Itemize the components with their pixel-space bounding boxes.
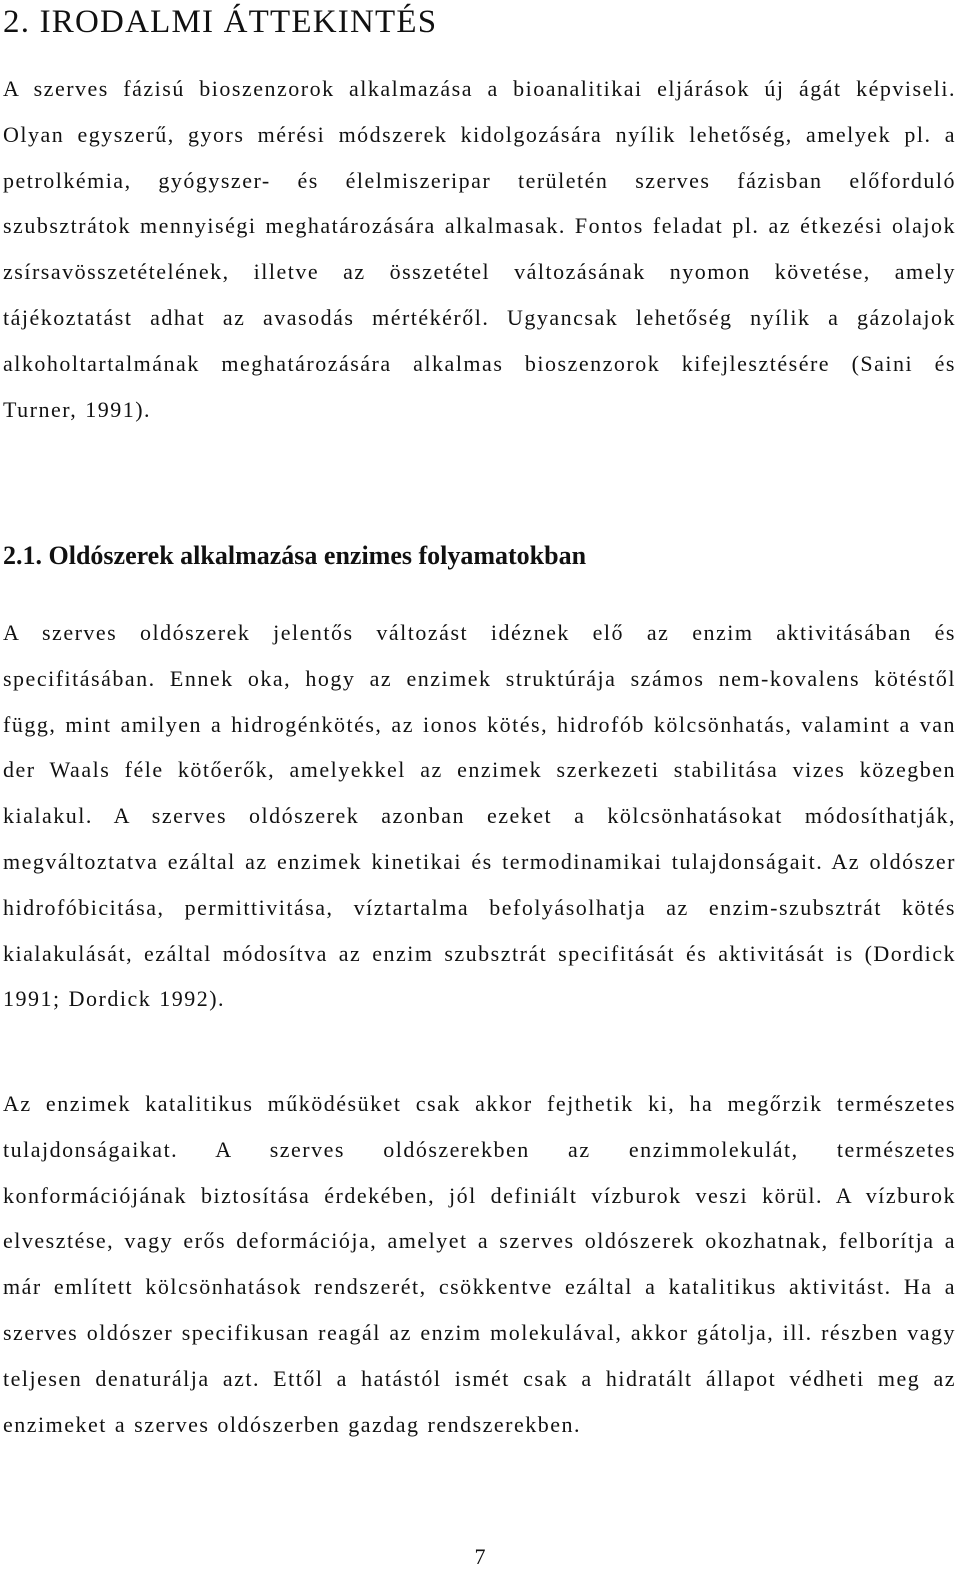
intro-paragraph: A szerves fázisú bioszenzorok alkalmazása a bioanalitikai eljárások új ágát képviseli. Olyan egyszerű, gyors mérési módszerek kidolgozására nyílik lehetőség, amelyek pl. a petrolkémia, gyógyszer- és élelmiszeripar területén szerves fázisban előforduló szubsztrátok mennyiségi meghatározására alkalmasak. Fontos feladat pl. az étkezési olajok zsírsavösszetételének, illetve az összetétel változásának nyomon követése, amely tájékoztatást adhat az avasodás mértékéről. Ugyancsak lehetőség nyílik a gázolajok alkoholtartalmának meghatározására alkalmas bioszenzorok kifejlesztésére (Saini és Turner, 1991). [3,76,956,422]
section-paragraph-2: Az enzimek katalitikus működésüket csak akkor fejthetik ki, ha megőrzik természetes tulajdonságaikat. A szerves oldószerekben az enzimmolekulát, természetes konformációjának biztosítása érdekében, jól definiált vízburok veszi körül. A vízburok elvesztése, vagy erős deformációja, amelyet a szerves oldószerek okozhatnak, felborítja a már említett kölcsönhatások rendszerét, csökkentve ezáltal a katalitikus aktivitást. Ha a szerves oldószer specifikusan reagál az enzim molekulával, akkor gátolja, ill. részben vagy teljesen denaturálja azt. Ettől a hatástól ismét csak a hidratált állapot védheti meg az enzimeket a szerves oldószerben gazdag rendszerekben. [3,1091,956,1437]
page-number: 7 [474,1544,486,1569]
chapter-heading: 2. IRODALMI ÁTTEKINTÉS [3,4,438,40]
section-heading: 2.1. Oldószerek alkalmazása enzimes folyamatokban [3,541,587,570]
section-paragraph-1: A szerves oldószerek jelentős változást idéznek elő az enzim aktivitásában és specifitásában. Ennek oka, hogy az enzimek struktúrája számos nem-kovalens kötéstől függ, mint amilyen a hidrogénkötés, az ionos kötés, hidrofób kölcsönhatás, valamint a van der Waals féle kötőerők, amelyekkel az enzimek szerkezeti stabilitása vizes közegben kialakul. A szerves oldószerek azonban ezeket a kölcsönhatásokat módosíthatják, megváltoztatva ezáltal az enzimek kinetikai és termodinamikai tulajdonságait. Az oldószer hidrofóbicitása, permittivitása, víztartalma befolyásolhatja az enzim-szubsztrát kötés kialakulását, ezáltal módosítva az enzim szubsztrát specifitását és aktivitását is (Dordick 1991; Dordick 1992). [3,620,956,1012]
